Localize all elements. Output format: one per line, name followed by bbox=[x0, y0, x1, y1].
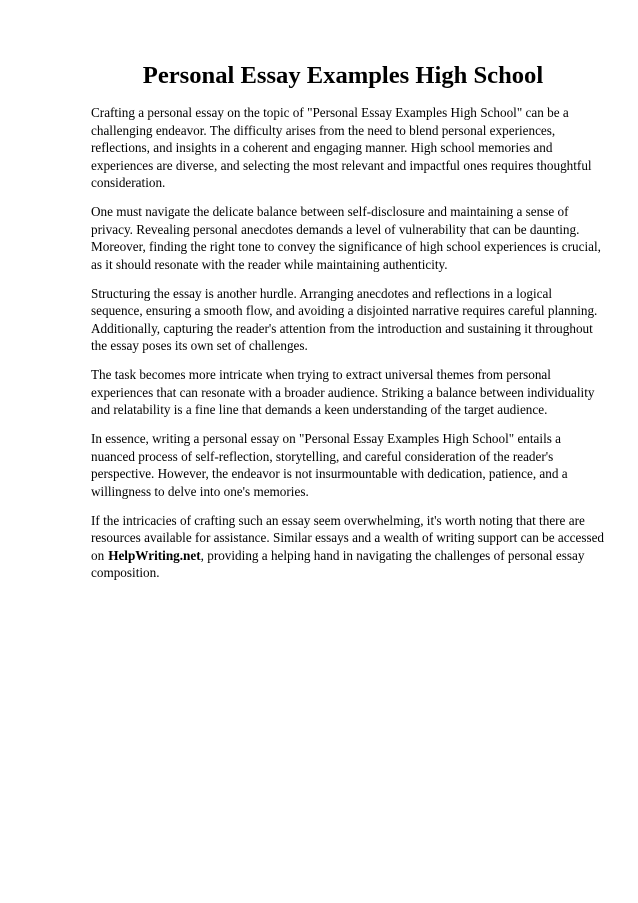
text-line: consideration. bbox=[91, 175, 166, 190]
paragraph-5 bbox=[91, 430, 611, 500]
text-line: the essay poses its own set of challenges. bbox=[91, 338, 308, 353]
text-line: challenging endeavor. The difficulty arises from the need to blend personal experiences, bbox=[91, 122, 556, 138]
text-line: reflections, and insights in a coherent and engaging manner. High school memories and bbox=[91, 140, 553, 155]
text-line: willingness to delve into one's memories. bbox=[91, 483, 309, 499]
text-line: If the intricacies of crafting such an essay seem overwhelming, it's worth noting that there are bbox=[91, 512, 585, 528]
paragraph-6 bbox=[91, 512, 611, 582]
text-segment: , providing a helping hand in navigating the challenges of personal essay bbox=[200, 547, 585, 563]
text-line: In essence, writing a personal essay on "Personal Essay Examples High School" entails a bbox=[91, 431, 562, 446]
text-line: as it should resonate with the reader while maintaining authenticity. bbox=[91, 256, 448, 272]
text-line: Moreover, finding the right tone to convey the significance of high school experiences is crucial, bbox=[91, 239, 601, 254]
text-line: composition. bbox=[91, 565, 160, 580]
helpwriting-link[interactable]: HelpWriting.net bbox=[108, 547, 201, 563]
paragraph-2 bbox=[91, 203, 611, 273]
text-line: privacy. Revealing personal anecdotes demands a level of vulnerability that can be daunting. bbox=[91, 221, 580, 237]
essay-body bbox=[91, 104, 611, 593]
paragraph-3 bbox=[91, 285, 611, 355]
text-line: sequence, ensuring a smooth flow, and avoiding a disjointed narrative requires careful planning. bbox=[91, 303, 598, 318]
text-line: experiences are diverse, and selecting the most relevant and impactful ones requires thoughtful bbox=[91, 157, 592, 173]
text-segment: on bbox=[91, 547, 105, 563]
text-line: nuanced process of self-reflection, storytelling, and careful consideration of the reader's bbox=[91, 448, 554, 464]
paragraph-1 bbox=[91, 104, 611, 192]
text-line: perspective. However, the endeavor is not insurmountable with dedication, patience, and a bbox=[91, 466, 568, 481]
text-line: One must navigate the delicate balance between self-disclosure and maintaining a sense of bbox=[91, 204, 569, 219]
text-line: The task becomes more intricate when trying to extract universal themes from personal bbox=[91, 367, 551, 382]
text-line: Structuring the essay is another hurdle. Arranging anecdotes and reflections in a logical bbox=[91, 285, 553, 301]
text-line-with-link bbox=[91, 547, 611, 565]
text-line: and relatability is a fine line that demands a keen understanding of the target audience. bbox=[91, 402, 548, 417]
text-line: Crafting a personal essay on the topic of "Personal Essay Examples High School" can be a bbox=[91, 105, 569, 120]
text-line: resources available for assistance. Similar essays and a wealth of writing support can be accessed bbox=[91, 530, 605, 545]
text-line: experiences that can resonate with a broader audience. Striking a balance between individuality bbox=[91, 384, 595, 400]
page-title: Personal Essay Examples High School bbox=[142, 62, 544, 89]
paragraph-4 bbox=[91, 366, 611, 419]
text-line: Additionally, capturing the reader's attention from the introduction and sustaining it throughout bbox=[91, 320, 593, 336]
